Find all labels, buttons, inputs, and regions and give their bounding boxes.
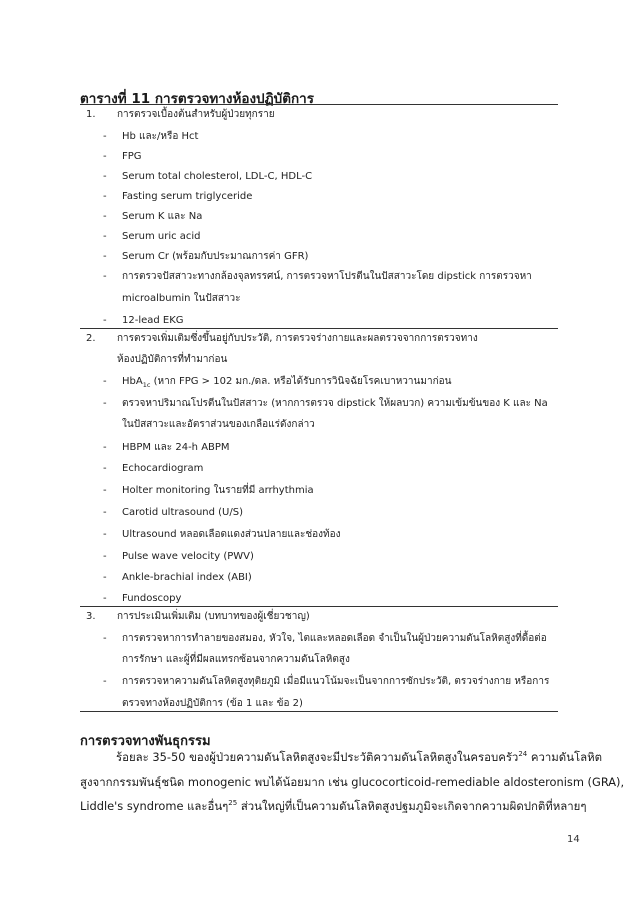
dash: - xyxy=(103,191,107,202)
paragraph-text: ความดันโลหิต xyxy=(527,750,602,764)
table-section-rule xyxy=(80,328,558,329)
list-item-continuation: การรักษา และผู้ที่มีผลแทรกซ้อนจากความดันโลหิตสูง xyxy=(122,654,350,665)
list-item: การตรวจหาความดันโลหิตสูงทุติยภูมิ เมื่อมีแนวโน้มจะเป็นจากการซักประวัติ, ตรวจร่างกาย หรือการ xyxy=(122,676,550,687)
list-item: Carotid ultrasound (U/S) xyxy=(122,507,243,518)
section-2-heading: การตรวจเพิ่มเติมซึ่งขึ้นอยู่กับประวัติ, การตรวจร่างกายและผลตรวจจากการตรวจทาง xyxy=(117,333,478,344)
list-item: Ankle-brachial index (ABI) xyxy=(122,572,252,583)
list-item: Serum uric acid xyxy=(122,231,201,242)
dash: - xyxy=(103,151,107,162)
list-item: Pulse wave velocity (PWV) xyxy=(122,551,254,562)
section-title-genetics: การตรวจทางพันธุกรรม xyxy=(80,734,211,749)
paragraph-text: ส่วนใหญ่ที่เป็นความดันโลหิตสูงปฐมภูมิจะเกิดจากความผิดปกติที่หลายๆ xyxy=(237,799,587,813)
dash: - xyxy=(103,572,107,583)
dash: - xyxy=(103,529,107,540)
paragraph-text: Liddle's syndrome และอื่นๆ xyxy=(80,799,229,813)
list-item: Echocardiogram xyxy=(122,463,204,474)
dash: - xyxy=(103,507,107,518)
list-item: Serum K และ Na xyxy=(122,211,203,222)
dash: - xyxy=(103,315,107,326)
paragraph-line xyxy=(116,750,602,765)
dash: - xyxy=(103,551,107,562)
table-bottom-rule xyxy=(80,711,558,712)
hba1c-prefix: HbA xyxy=(122,376,143,387)
table-top-rule xyxy=(80,104,558,105)
list-item: Fasting serum triglyceride xyxy=(122,191,253,202)
dash: - xyxy=(103,131,107,142)
list-item-continuation: microalbumin ในปัสสาวะ xyxy=(122,293,241,304)
table-section-rule xyxy=(80,606,558,607)
dash: - xyxy=(103,211,107,222)
paragraph-text: ร้อยละ 35-50 ของผู้ป่วยความดันโลหิตสูงจะมีประวัติความดันโลหิตสูงในครอบครัว xyxy=(116,750,519,764)
table-title: ตารางที่ 11 การตรวจทางห้องปฏิบัติการ xyxy=(80,91,315,107)
dash: - xyxy=(103,271,107,282)
dash: - xyxy=(103,171,107,182)
paragraph-line: สูงจากกรรมพันธุ์ชนิด monogenic พบได้น้อยมาก เช่น glucocorticoid-remediable aldosteronism (GRA), xyxy=(80,775,625,789)
list-item: FPG xyxy=(122,151,142,162)
list-item: 12-lead EKG xyxy=(122,315,184,326)
section-2-heading-continuation: ห้องปฏิบัติการที่ทำมาก่อน xyxy=(117,354,228,365)
list-item-continuation: ตรวจทางห้องปฏิบัติการ (ข้อ 1 และ ข้อ 2) xyxy=(122,698,303,709)
dash: - xyxy=(103,376,107,387)
dash: - xyxy=(103,633,107,644)
reference-superscript: 24 xyxy=(518,750,528,759)
list-item-continuation: ในปัสสาวะและอัตราส่วนของเกลือแร่ดังกล่าว xyxy=(122,419,315,430)
dash: - xyxy=(103,398,107,409)
list-item: การตรวจปัสสาวะทางกล้องจุลทรรศน์, การตรวจหาโปรตีนในปัสสาวะโดย dipstick การตรวจหา xyxy=(122,271,532,282)
dash: - xyxy=(103,231,107,242)
reference-superscript: 25 xyxy=(228,799,238,808)
list-item: Serum Cr (พร้อมกับประมาณการค่า GFR) xyxy=(122,251,309,262)
dash: - xyxy=(103,485,107,496)
list-item-hba1c xyxy=(122,375,451,388)
list-item: ตรวจหาปริมาณโปรตีนในปัสสาวะ (หากการตรวจ dipstick ให้ผลบวก) ความเข้มข้นของ K และ Na xyxy=(122,398,548,409)
hba1c-subscript: 1c xyxy=(142,381,151,389)
dash: - xyxy=(103,593,107,604)
list-item: Serum total cholesterol, LDL-C, HDL-C xyxy=(122,171,313,182)
hba1c-rest: (หาก FPG > 102 มก./ดล. หรือได้รับการวินิจฉัยโรคเบาหวานมาก่อน xyxy=(150,376,452,387)
list-item: Hb และ/หรือ Hct xyxy=(122,131,199,142)
dash: - xyxy=(103,251,107,262)
section-3-heading: การประเมินเพิ่มเติม (บทบาทของผู้เชี่ยวชาญ) xyxy=(117,611,310,622)
list-item: Ultrasound หลอดเลือดแดงส่วนปลายและช่องท้อง xyxy=(122,529,341,540)
section-2-number: 2. xyxy=(86,333,96,344)
paragraph-line xyxy=(80,799,586,814)
section-1-heading: การตรวจเบื้องต้นสำหรับผู้ป่วยทุกราย xyxy=(117,109,275,120)
page-number: 14 xyxy=(567,834,580,845)
dash: - xyxy=(103,442,107,453)
section-1-number: 1. xyxy=(86,109,96,120)
list-item: การตรวจหาการทำลายของสมอง, หัวใจ, ไตและหลอดเลือด จำเป็นในผู้ป่วยความดันโลหิตสูงที่ดื้อต่อ xyxy=(122,633,547,644)
list-item: Fundoscopy xyxy=(122,593,182,604)
dash: - xyxy=(103,676,107,687)
dash: - xyxy=(103,463,107,474)
section-3-number: 3. xyxy=(86,611,96,622)
list-item: Holter monitoring ในรายที่มี arrhythmia xyxy=(122,485,314,496)
list-item: HBPM และ 24-h ABPM xyxy=(122,442,230,453)
